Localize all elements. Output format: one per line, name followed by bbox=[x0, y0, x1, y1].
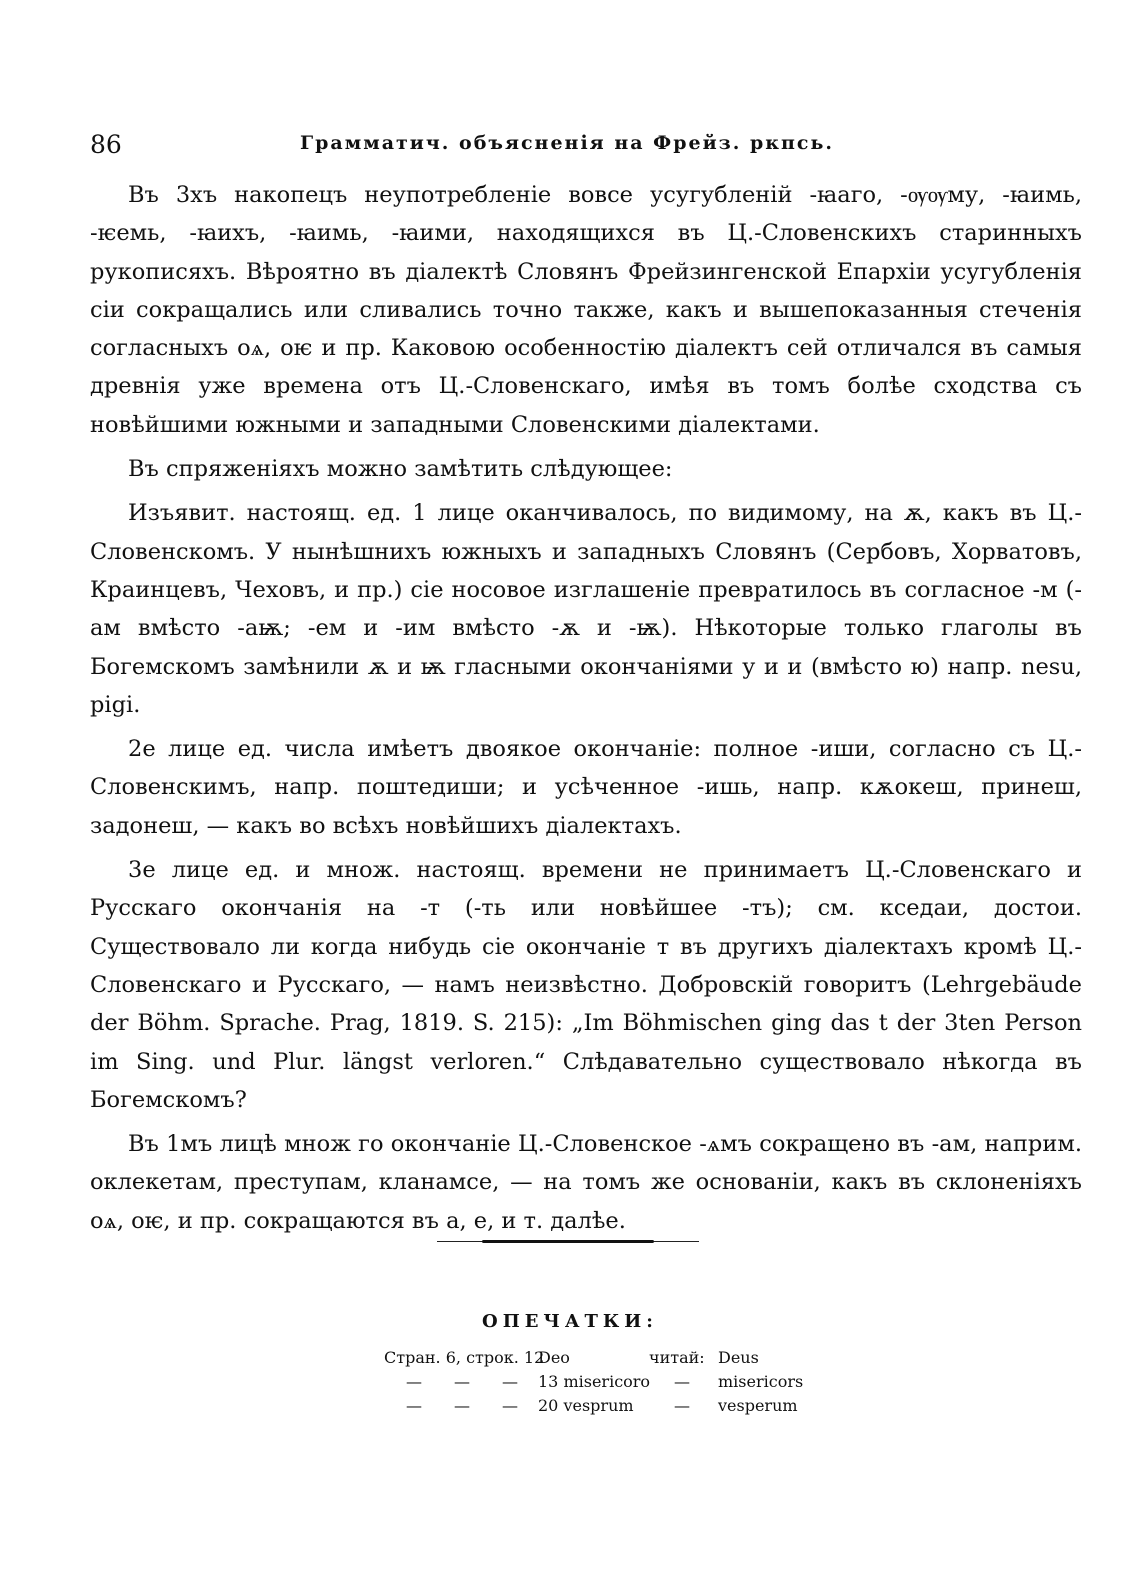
paragraph-3: Изъявит. настоящ. ед. 1 лице оканчивалось, по видимому, на ѫ, какъ въ Ц.-Словенскомъ. У нынѣшнихъ южныхъ и западныхъ Словянъ (Сербовъ, Хорватовъ, Краинцевъ, Чеховъ, и пр.) сіе носовое изглашеніе превратилось въ согласное -м (-ам вмѣсто -аѭ; -ем и -им вмѣсто -ѫ и -ѭ). Нѣкоторые только глаголы въ Богемскомъ замѣнили ѫ и ѭ гласными окончаніями у и и (вмѣсто ю) напр. nesu, pigi. bbox=[90, 500, 1082, 718]
page-header bbox=[90, 130, 1080, 170]
errata-ditto: — bbox=[502, 1372, 518, 1391]
errata-wrong: Deo bbox=[538, 1348, 570, 1367]
errata-correct: Deus bbox=[718, 1348, 759, 1367]
paragraph-6: Въ 1мъ лицѣ множ го окончаніе Ц.-Словенское -ѧмъ сокращено въ -ам, наприм. оклекетам, преступам, кланамсе, — на томъ же основаніи, какъ въ склоненіяхъ оѧ, оѥ, и пр. сокращаются въ а, е, и т. далѣе. bbox=[90, 1131, 1082, 1234]
paragraph-1: Въ 3хъ накопецъ неупотребленіе вовсе усугубленій -ꙗаго, -ѹѹму, -ꙗимь, -ѥемь, -ꙗихъ, -ꙗимь, -ꙗими, находящихся въ Ц.-Словенскихъ старинныхъ рукописяхъ. Вѣроятно въ діалектѣ Словянъ Фрейзингенской Епархіи усугубленія сіи сокращались или сливались точно также, какъ и вышепоказанныя стеченія согласныхъ оѧ, оѥ и пр. Каковою особенностію діалектъ сей отличался въ самыя древнія уже времена отъ Ц.-Словенскаго, имѣя въ томъ болѣе сходства съ новѣйшими южными и западными Словенскими діалектами. bbox=[90, 182, 1082, 438]
page-number: 86 bbox=[90, 130, 122, 159]
paragraph-5: 3е лице ед. и множ. настоящ. времени не принимаетъ Ц.-Словенскаго и Русскаго окончанія на -т (-ть или новѣйшее -тъ); см. кседаи, достои. Существовало ли когда нибудь сіе окончаніе т въ другихъ діалектахъ кромѣ Ц.-Словенскаго и Русскаго, — намъ неизвѣстно. Добровскій говоритъ (Lehrgebäude der Böhm. Sprache. Prag, 1819. S. 215): „Im Böhmischen ging das t der 3ten Person im Sing. und Plur. längst verloren.“ Слѣдавательно существовало нѣкогда въ Богемскомъ? bbox=[90, 857, 1082, 1113]
paragraph-2: Въ спряженіяхъ можно замѣтить слѣдующее: bbox=[128, 456, 673, 483]
errata-ditto: — bbox=[454, 1396, 470, 1415]
errata-line-number: 13 misericoro bbox=[538, 1372, 651, 1391]
errata-line-number: 20 vesprum bbox=[538, 1396, 634, 1415]
errata-title: ОПЕЧАТКИ: bbox=[482, 1311, 658, 1332]
errata-ditto: — bbox=[454, 1372, 470, 1391]
body-text bbox=[90, 176, 1082, 1240]
running-head: Грамматич. объясненія на Фрейз. ркпсь. bbox=[300, 132, 835, 154]
errata-ditto: — bbox=[674, 1372, 690, 1391]
paragraph-4: 2е лице ед. числа имѣетъ двоякое окончаніе: полное -иши, согласно съ Ц.-Словенскимъ, напр. поштедиши; и усѣченное -ишь, напр. кѫокеш, принеш, задонеш, — какъ во всѣхъ новѣйшихъ діалектахъ. bbox=[90, 736, 1082, 839]
errata-ditto: — bbox=[406, 1396, 422, 1415]
errata-correct: vesperum bbox=[718, 1396, 798, 1415]
ornamental-divider bbox=[437, 1237, 699, 1246]
errata-read-label: читай: bbox=[649, 1348, 705, 1367]
errata-correct: misericors bbox=[718, 1372, 804, 1391]
errata-ditto: — bbox=[406, 1372, 422, 1391]
errata-ditto: — bbox=[502, 1396, 518, 1415]
errata-ditto: — bbox=[674, 1396, 690, 1415]
divider-line-thick bbox=[482, 1240, 654, 1243]
errata-location: Стран. 6, строк. 12 bbox=[384, 1348, 545, 1367]
